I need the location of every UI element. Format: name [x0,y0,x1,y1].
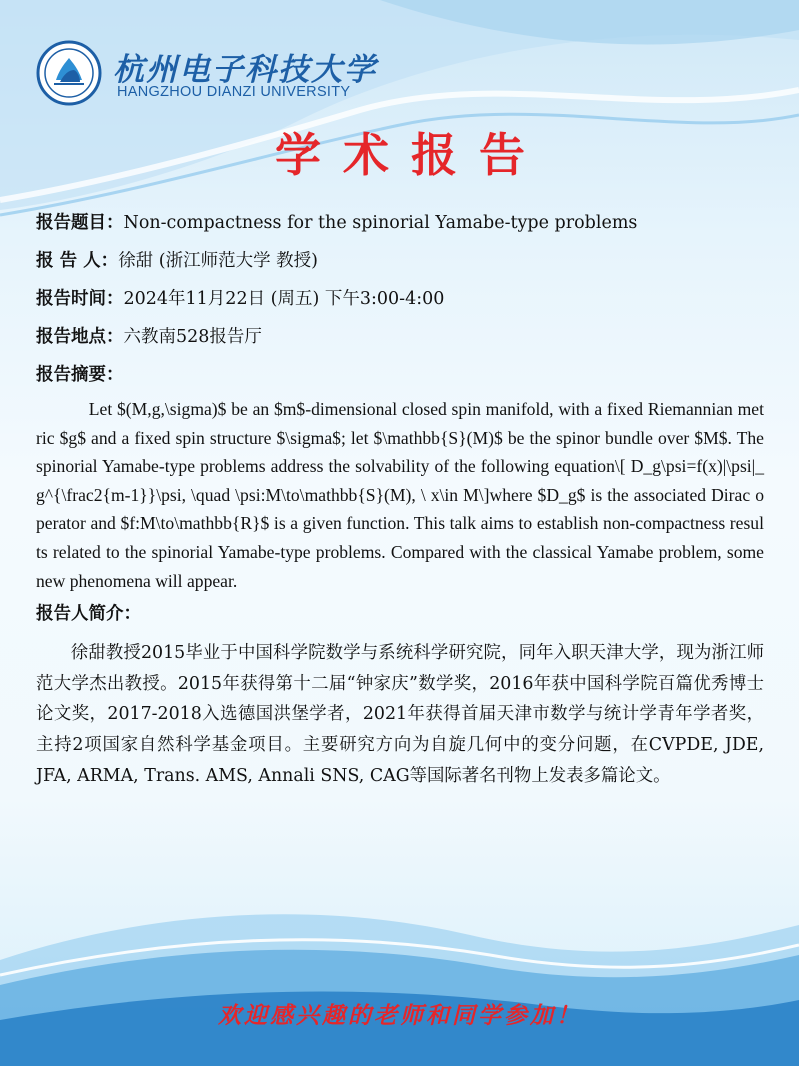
university-name-en: HANGZHOU DIANZI UNIVERSITY [117,84,351,100]
topic-value: Non-compactness for the spinorial Yamabe-type problems [123,213,638,233]
university-logo-icon [36,40,102,106]
abstract-text: Let $(M,g,\sigma)$ be an $m$-dimensional closed spin manifold, with a fixed Riemannian metric $g$ and a fixed spin structure $\sigma$; let $\mathbb{S}(M)$ be the spinor bundle over $M$. The spinorial Yamabe-type problems address the solvability of the following equation\[ D_g\psi=f(x)|\psi|_g^{\frac2{m-1}}\psi, \quad \psi:M\to\mathbb{S}(M), \ x\in M\]where $D_g$ is the associated Dirac operator and $f:M\to\mathbb{R}$ is a given function. This talk aims to establish non-compactness results related to the spinorial Yamabe-type problems. Compared with the classical Yamabe problem, some new phenomena will appear. [36,399,764,591]
topic-label: 报告题目： [36,213,124,233]
speaker-value: 徐甜 (浙江师范大学 教授) [118,251,318,271]
bio-text: 徐甜教授2015毕业于中国科学院数学与系统科学研究院，同年入职天津大学，现为浙江师范大学杰出教授。2015年获得第十二届“钟家庆”数学奖，2016年获中国科学院百篇优秀博士论文奖，2017-2018入选德国洪堡学者，2021年获得首届天津市数学与统计学青年学者奖，主持2项国家自然科学基金项目。主要研究方向为自旋几何中的变分问题，在CVPDE, JDE, JFA, ARMA, Trans. AMS, Annali SNS, CAG等国际著名刊物上发表多篇论文。 [36,643,764,786]
page-title: 学术报告 [275,128,547,182]
venue-label: 报告地点： [36,327,124,347]
speaker-row [36,247,318,275]
venue-row [36,323,262,351]
abstract-label: 报告摘要： [36,365,124,385]
time-row [36,285,444,313]
venue-value: 六教南528报告厅 [123,327,262,347]
university-name-cn: 杭州电子科技大学 [113,52,377,88]
speaker-label: 报 告 人： [36,251,119,271]
bio-label: 报告人简介： [36,604,141,624]
time-label: 报告时间： [36,289,124,309]
time-value: 2024年11月22日 (周五) 下午3:00-4:00 [123,289,445,309]
topic-row [36,209,637,237]
footer-invitation: 欢迎感兴趣的老师和同学参加！ [218,1002,582,1029]
